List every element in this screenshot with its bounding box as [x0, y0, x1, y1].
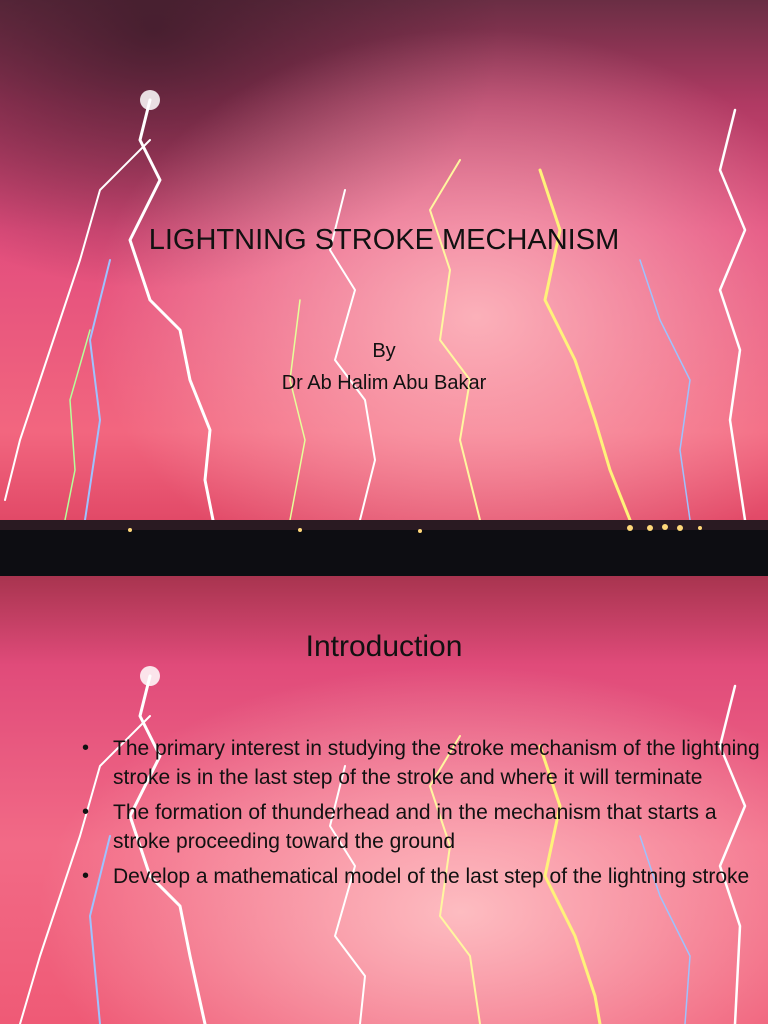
- author-name: Dr Ab Halim Abu Bakar: [281, 372, 487, 394]
- bullet-text: The formation of thunderhead and in the mechanism that starts a stroke proceeding toward the ground: [113, 801, 717, 853]
- slide-title: LIGHTNING STROKE MECHANISM: [148, 224, 620, 256]
- introduction-slide: [0, 576, 768, 1024]
- list-item: [82, 798, 762, 856]
- bullet-icon: •: [82, 801, 90, 823]
- list-item: [82, 862, 762, 891]
- bullet-text: The primary interest in studying the stroke mechanism of the lightning stroke is in the last step of the stroke and where it will terminate: [113, 737, 760, 789]
- slide-title: Introduction: [305, 630, 463, 663]
- bullet-icon: •: [82, 865, 90, 887]
- bullet-list: [82, 734, 762, 897]
- bullet-text: Develop a mathematical model of the last step of the lightning stroke: [113, 865, 750, 888]
- list-item: [82, 734, 762, 792]
- byline: [0, 337, 768, 398]
- by-label: By: [372, 340, 396, 362]
- bullet-icon: •: [82, 737, 90, 759]
